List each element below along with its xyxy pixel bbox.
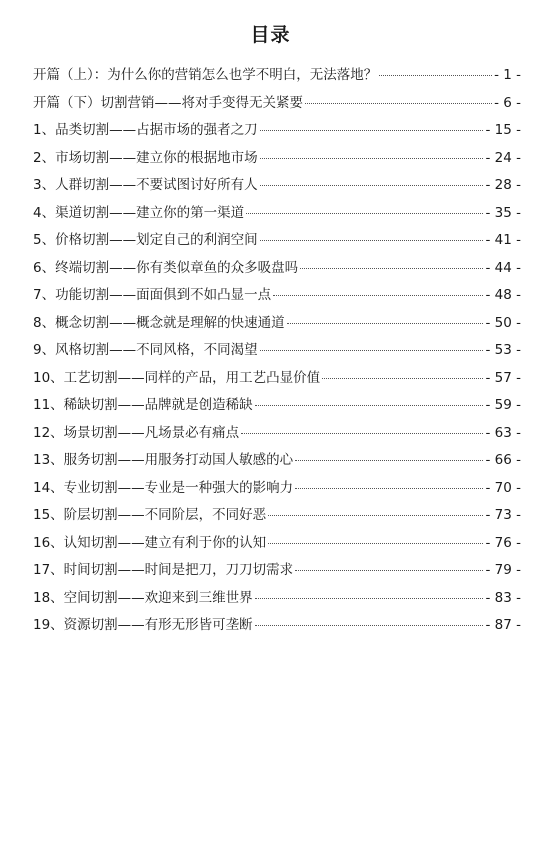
toc-entry-title: 12、场景切割——凡场景必有痛点: [33, 424, 240, 441]
toc-entry[interactable]: [33, 173, 521, 201]
toc-entry-title: 6、终端切割——你有类似章鱼的众多吸盘吗: [33, 259, 299, 276]
toc-entry-page-number: - 66 -: [485, 452, 521, 468]
toc-entry-title: 9、风格切割——不同风格，不同渴望: [33, 342, 258, 358]
toc-entry-page-number: - 28 -: [485, 177, 521, 193]
toc-entry-title: 7、功能切割——面面俱到不如凸显一点: [33, 287, 272, 303]
toc-entry-page-number: - 41 -: [485, 232, 521, 248]
toc-entry-title: 2、市场切割——建立你的根据地市场: [33, 149, 258, 166]
toc-entry[interactable]: [33, 201, 521, 229]
toc-entry-title: 8、概念切割——概念就是理解的快速通道: [33, 314, 285, 331]
toc-entry[interactable]: [33, 393, 521, 421]
toc-entry-page-number: - 63 -: [485, 424, 521, 441]
toc-entry-page-number: - 76 -: [485, 534, 521, 551]
dot-leader: [255, 405, 484, 406]
toc-entry-title: 16、认知切割——建立有利于你的认知: [33, 534, 267, 551]
toc-entry-page-number: - 24 -: [485, 149, 521, 166]
toc-entry-title: 4、渠道切割——建立你的第一渠道: [33, 204, 245, 221]
toc-entry-title: 11、稀缺切割——品牌就是创造稀缺: [33, 397, 253, 413]
toc-entry-page-number: - 87 -: [485, 617, 521, 633]
toc-entry-page-number: - 57 -: [485, 369, 521, 386]
dot-leader: [260, 350, 484, 351]
toc-entry-page-number: - 6 -: [494, 94, 521, 111]
toc-entry[interactable]: [33, 613, 521, 641]
toc-entry-title: 18、空间切割——欢迎来到三维世界: [33, 589, 253, 606]
toc-entry-title: 13、服务切割——用服务打动国人敏感的心: [33, 452, 294, 468]
toc-entry[interactable]: [33, 476, 521, 504]
toc-entry[interactable]: [33, 366, 521, 394]
dot-leader: [295, 570, 483, 571]
toc-entry-page-number: - 53 -: [485, 342, 521, 358]
dot-leader: [273, 295, 483, 296]
toc-entry-page-number: - 15 -: [485, 122, 521, 138]
toc-entry-page-number: - 70 -: [485, 479, 521, 496]
dot-leader: [379, 75, 492, 76]
toc-entry[interactable]: [33, 338, 521, 366]
toc-entry[interactable]: [33, 311, 521, 339]
dot-leader: [295, 488, 483, 489]
toc-entry-page-number: - 50 -: [485, 314, 521, 331]
toc-entry-title: 开篇（下）切割营销——将对手变得无关紧要: [33, 94, 303, 111]
toc-entry-page-number: - 48 -: [485, 287, 521, 303]
toc-entry-title: 17、时间切割——时间是把刀，刀刀切需求: [33, 562, 294, 578]
toc-entry[interactable]: [33, 228, 521, 256]
toc-entry-title: 3、人群切割——不要试图讨好所有人: [33, 177, 258, 193]
toc-entry-title: 14、专业切割——专业是一种强大的影响力: [33, 479, 294, 496]
toc-entry-title: 19、资源切割——有形无形皆可垄断: [33, 617, 253, 633]
toc-entry[interactable]: [33, 421, 521, 449]
dot-leader: [260, 130, 484, 131]
toc-entry[interactable]: [33, 256, 521, 284]
dot-leader: [260, 185, 484, 186]
toc-entry[interactable]: [33, 448, 521, 476]
dot-leader: [322, 378, 483, 379]
toc-entry[interactable]: [33, 283, 521, 311]
page-title: 目录: [250, 24, 291, 46]
toc-entry-page-number: - 59 -: [485, 397, 521, 413]
dot-leader: [260, 158, 484, 159]
toc-entry-title: 5、价格切割——划定自己的利润空间: [33, 232, 258, 248]
toc-entry-page-number: - 35 -: [485, 204, 521, 221]
dot-leader: [241, 433, 483, 434]
toc-entry[interactable]: [33, 586, 521, 614]
toc-entry[interactable]: [33, 531, 521, 559]
dot-leader: [305, 103, 492, 104]
toc-entry-title: 开篇（上）：为什么你的营销怎么也学不明白，无法落地？: [33, 67, 378, 83]
dot-leader: [255, 598, 484, 599]
dot-leader: [246, 213, 483, 214]
toc-entry-page-number: - 44 -: [485, 259, 521, 276]
toc-entry[interactable]: [33, 63, 521, 91]
toc-entry-page-number: - 83 -: [485, 589, 521, 606]
toc-entry-page-number: - 1 -: [494, 67, 521, 83]
dot-leader: [260, 240, 484, 241]
toc-entry[interactable]: [33, 558, 521, 586]
toc-entry-page-number: - 79 -: [485, 562, 521, 578]
toc-entry-title: 10、工艺切割——同样的产品，用工艺凸显价值: [33, 369, 321, 386]
toc-entry-page-number: - 73 -: [485, 507, 521, 523]
dot-leader: [287, 323, 484, 324]
toc-entry[interactable]: [33, 118, 521, 146]
toc-entry-title: 1、品类切割——占据市场的强者之刀: [33, 122, 258, 138]
toc-entry[interactable]: [33, 146, 521, 174]
table-of-contents: [33, 63, 521, 641]
dot-leader: [268, 543, 483, 544]
toc-entry[interactable]: [33, 503, 521, 531]
dot-leader: [300, 268, 483, 269]
toc-entry[interactable]: [33, 91, 521, 119]
dot-leader: [255, 625, 484, 626]
toc-entry-title: 15、阶层切割——不同阶层，不同好恶: [33, 507, 267, 523]
dot-leader: [295, 460, 483, 461]
dot-leader: [268, 515, 483, 516]
